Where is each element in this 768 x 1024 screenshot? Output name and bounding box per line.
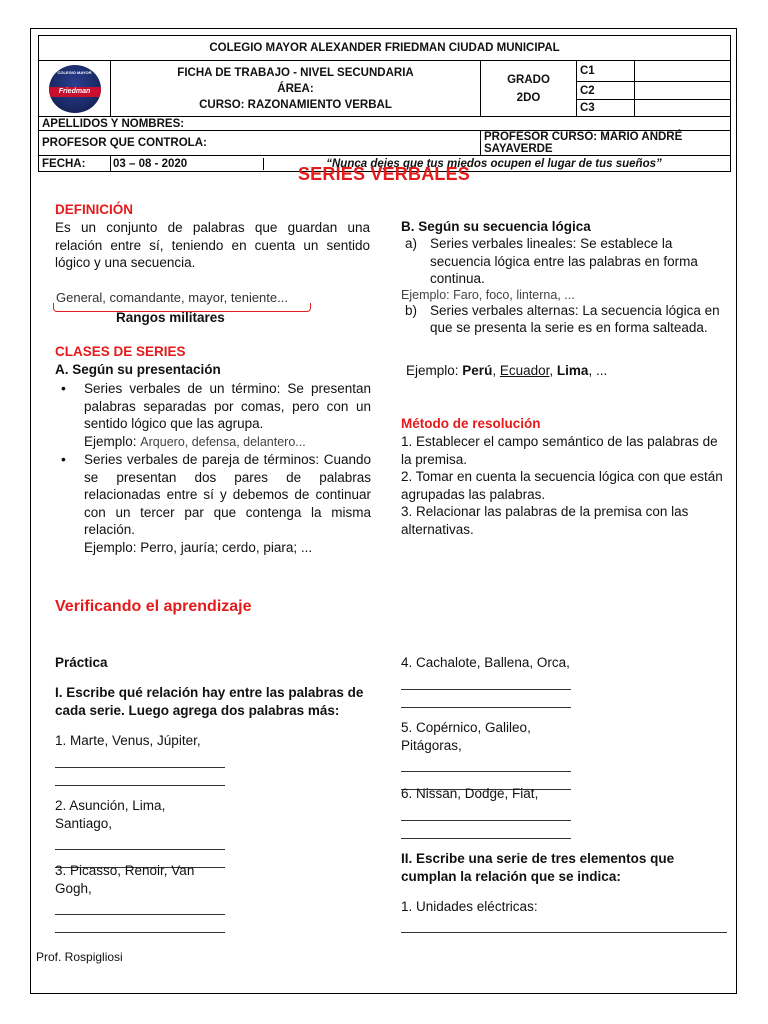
answer-line[interactable] [55,915,225,933]
section2-instructions: II. Escribe una serie de tres elementos que cumplan la relación que se indica: [401,851,675,884]
question-3: 3. Picasso, Renoir, Van Gogh, [55,862,225,933]
school-name: COLEGIO MAYOR ALEXANDER FRIEDMAN CIUDAD MUNICIPAL [39,36,731,61]
c1-field[interactable] [635,61,731,82]
page-title: SERIES VERBALES [297,164,471,184]
question-5: 5. Copérnico, Galileo, Pitágoras, [401,719,571,790]
lineales-example: Ejemplo: Faro, foco, linterna, ... [401,287,575,302]
profesor-controla-field[interactable]: PROFESOR QUE CONTROLA: [39,131,481,156]
answer-line[interactable] [401,916,727,933]
metodo-heading: Método de resolución [401,416,541,431]
fecha-value: 03 – 08 - 2020 [111,158,264,170]
practica-heading: Práctica [55,655,108,670]
answer-line[interactable] [55,750,225,768]
c2-field[interactable] [635,82,731,100]
definicion-heading: DEFINICIÓN [55,202,134,217]
c1-label: C1 [577,61,635,82]
answer-line[interactable] [401,821,571,839]
grado-label: GRADO [507,73,550,86]
example-words: General, comandante, mayor, teniente... [56,290,288,305]
grado-cell [481,61,577,117]
logo-cell [39,61,111,117]
section2-question-1: 1. Unidades eléctricas: [401,898,727,933]
step-1: 1. Establecer el campo semántico de las palabras de la premisa. [401,434,718,467]
apellidos-field[interactable]: APELLIDOS Y NOMBRES: [39,117,731,131]
area-label: ÁREA: [277,82,314,95]
question-6: 6. Nissan, Dodge, Fiat, [401,785,571,839]
secuencia-list [401,235,721,337]
question-4: 4. Cachalote, Ballena, Orca, [401,654,571,708]
answer-line[interactable] [401,672,571,690]
footer-author: Prof. Rospigliosi [36,950,123,964]
grado-value: 2DO [516,91,541,104]
bullet1-text: • Series verbales de un término: Se presentan palabras separadas por comas, pero con un sentido lógico que las agrupa. [84,381,371,431]
answer-line[interactable] [401,803,571,821]
presentacion-heading: A. Según su presentación [55,362,221,377]
motto-quote: “Nunca dejes que tus miedos ocupen el lugar de tus sueños” [326,157,662,170]
question-2: 2. Asunción, Lima, Santiago, [55,797,225,868]
fecha-label: FECHA: [39,156,111,172]
bullet1-example: Ejemplo: Arquero, defensa, delantero... [84,433,306,449]
presentacion-list [55,380,371,556]
alternas-example: Ejemplo: Perú, Ecuador, Lima, ... [406,363,608,378]
ficha-title: FICHA DE TRABAJO - NIVEL SECUNDARIA [177,66,414,79]
c2-label: C2 [577,82,635,100]
alternas-text: Series verbales alternas: La secuencia lógica en que se presenta la serie es en forma salteada. [430,302,720,335]
definicion-text: Es un conjunto de palabras que guardan una relación entre sí, teniendo en cuenta un sentido lógico y una secuencia. [55,220,370,270]
bullet2-example: Ejemplo: Perro, jauría; cerdo, piara; ... [84,539,313,555]
answer-line[interactable] [55,768,225,786]
clases-heading: CLASES DE SERIES [55,344,186,359]
answer-line[interactable] [55,832,225,850]
header-table [38,35,731,172]
list-item [55,451,371,556]
list-item [55,380,371,451]
metodo-steps [401,433,723,538]
answer-line[interactable] [401,754,571,772]
verificando-heading: Verificando el aprendizaje [55,598,252,615]
list-item: b) Series verbales alternas: La secuencia lógica en que se presenta la serie es en forma salteada. [405,302,720,335]
secuencia-heading: B. Según su secuencia lógica [401,219,591,234]
answer-line[interactable] [55,897,225,915]
c3-label: C3 [577,100,635,117]
lineales-text: Series verbales lineales: Se establece la secuencia lógica entre las palabras en forma continua. [430,236,698,286]
section1-instructions: I. Escribe qué relación hay entre las palabras de cada serie. Luego agrega dos palabras más: [55,685,364,718]
step-2: 2. Tomar en cuenta la secuencia lógica con que están agrupadas las palabras. [401,469,723,502]
profesor-curso: PROFESOR CURSO: MARIO ANDRÉ SAYAVERDE [481,131,731,156]
step-3: 3. Relacionar las palabras de la premisa con las alternativas. [401,504,689,537]
school-logo: COLEGIO MAYOR Friedman [49,65,101,113]
list-item: a) Series verbales lineales: Se establece la secuencia lógica entre las palabras en forma continua. [401,235,721,288]
question-1: 1. Marte, Venus, Júpiter, [55,732,225,786]
curso-label: CURSO: RAZONAMIENTO VERBAL [199,98,392,111]
bullet2-text: • Series verbales de pareja de términos: Cuando se presentan dos pares de palabras relacionadas entre sí y debemos de continuar con un tercer par que contenga la misma relación. [84,452,371,537]
answer-line[interactable] [401,690,571,708]
ficha-cell [111,61,481,117]
example-caption: Rangos militares [116,310,225,325]
c3-field[interactable] [635,100,731,117]
